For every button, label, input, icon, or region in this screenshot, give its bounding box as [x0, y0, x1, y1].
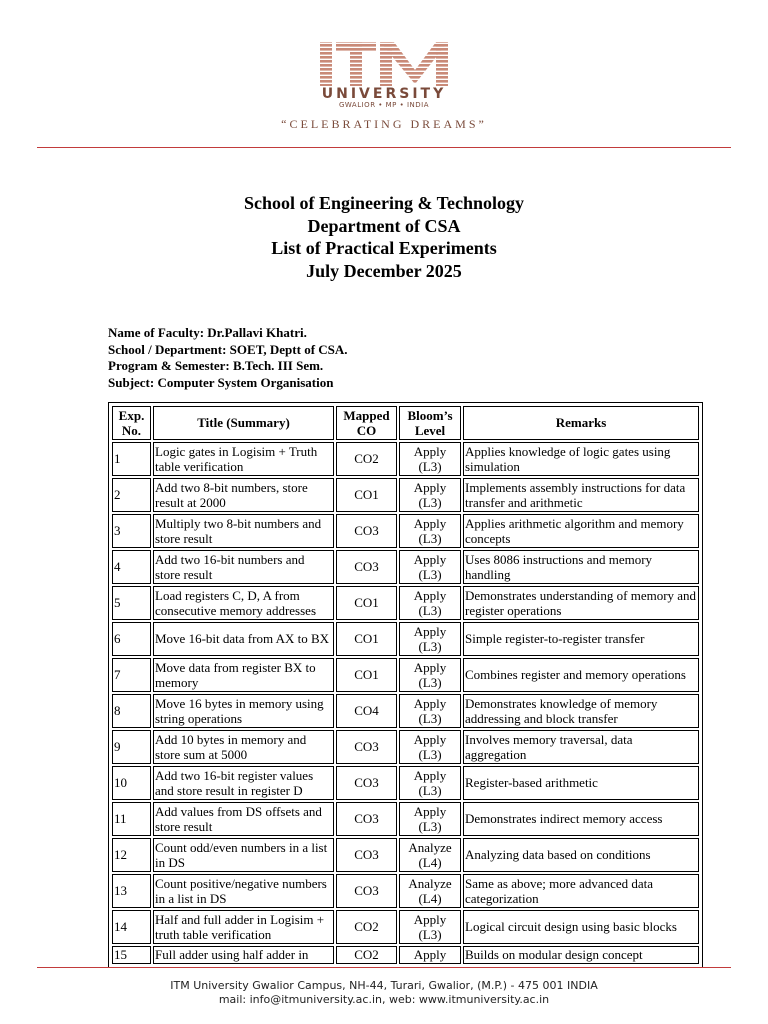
table-row [112, 478, 699, 512]
cell-bloom-level: Apply (L3) [399, 802, 461, 836]
cell-remarks: Logical circuit design using basic blocks [463, 910, 699, 944]
table-row [112, 766, 699, 800]
university-tagline: “CELEBRATING DREAMS” [281, 117, 487, 131]
cell-exp-no: 4 [112, 550, 151, 584]
cell-bloom-level: Apply (L3) [399, 658, 461, 692]
cell-exp-no: 11 [112, 802, 151, 836]
header-exp-no: Exp. No. [112, 406, 151, 440]
cell-exp-no: 3 [112, 514, 151, 548]
cell-remarks: Register-based arithmetic [463, 766, 699, 800]
table-row [112, 910, 699, 944]
cell-title: Add two 16-bit register values and store result in register D [153, 766, 334, 800]
cell-title: Add 10 bytes in memory and store sum at 5000 [153, 730, 334, 764]
list-title: List of Practical Experiments [271, 238, 497, 258]
program-semester: Program & Semester: B.Tech. III Sem. [108, 358, 324, 373]
cell-mapped-co: CO3 [336, 802, 397, 836]
subject-name: Subject: Computer System Organisation [108, 374, 334, 390]
cell-bloom-level: Apply [399, 946, 461, 964]
cell-mapped-co: CO1 [336, 478, 397, 512]
cell-exp-no: 10 [112, 766, 151, 800]
cell-bloom-level: Apply (L3) [399, 766, 461, 800]
cell-mapped-co: CO2 [336, 910, 397, 944]
cell-exp-no: 5 [112, 586, 151, 620]
cell-bloom-level: Apply (L3) [399, 514, 461, 548]
cell-mapped-co: CO3 [336, 766, 397, 800]
cell-remarks: Demonstrates understanding of memory and register operations [463, 586, 699, 620]
cell-title: Add values from DS offsets and store result [153, 802, 334, 836]
table-row [112, 946, 699, 964]
cell-title: Half and full adder in Logisim + truth table verification [153, 910, 334, 944]
school-title: School of Engineering & Technology [243, 193, 525, 213]
header-bloom-level: Bloom’s Level [399, 406, 461, 440]
cell-title: Load registers C, D, A from consecutive memory addresses [153, 586, 334, 620]
cell-exp-no: 14 [112, 910, 151, 944]
university-location: GWALIOR • MP • INDIA [338, 101, 430, 109]
cell-mapped-co: CO1 [336, 586, 397, 620]
cell-title: Add two 16-bit numbers and store result [153, 550, 334, 584]
header-mapped-co: Mapped CO [336, 406, 397, 440]
cell-exp-no: 1 [112, 442, 151, 476]
table-row [112, 550, 699, 584]
cell-title: Count odd/even numbers in a list in DS [153, 838, 334, 872]
table-row [112, 586, 699, 620]
cell-remarks: Simple register-to-register transfer [463, 622, 699, 656]
cell-bloom-level: Apply (L3) [399, 694, 461, 728]
department-title: Department of CSA [307, 215, 461, 236]
table-header-row [112, 406, 699, 440]
cell-exp-no: 7 [112, 658, 151, 692]
header-remarks: Remarks [463, 406, 699, 440]
footer-divider [37, 967, 731, 968]
cell-bloom-level: Apply (L3) [399, 478, 461, 512]
header-divider [37, 147, 731, 148]
cell-title: Count positive/negative numbers in a list in DS [153, 874, 334, 908]
experiments-table [110, 404, 701, 966]
cell-bloom-level: Apply (L3) [399, 550, 461, 584]
cell-exp-no: 13 [112, 874, 151, 908]
cell-title: Full adder using half adder in [153, 946, 334, 964]
cell-remarks: Involves memory traversal, data aggregation [463, 730, 699, 764]
cell-bloom-level: Apply (L3) [399, 586, 461, 620]
itm-logo-mark [318, 40, 450, 88]
cell-title: Move data from register BX to memory [153, 658, 334, 692]
cell-remarks: Builds on modular design concept [463, 946, 699, 964]
cell-exp-no: 2 [112, 478, 151, 512]
cell-mapped-co: CO1 [336, 622, 397, 656]
table-row [112, 514, 699, 548]
header-title: Title (Summary) [153, 406, 334, 440]
cell-remarks: Combines register and memory operations [463, 658, 699, 692]
cell-remarks: Demonstrates indirect memory access [463, 802, 699, 836]
cell-bloom-level: Apply (L3) [399, 622, 461, 656]
cell-bloom-level: Apply (L3) [399, 730, 461, 764]
cell-exp-no: 8 [112, 694, 151, 728]
cell-mapped-co: CO3 [336, 730, 397, 764]
cell-mapped-co: CO1 [336, 658, 397, 692]
cell-mapped-co: CO3 [336, 514, 397, 548]
cell-title: Add two 8-bit numbers, store result at 2000 [153, 478, 334, 512]
table-row [112, 730, 699, 764]
cell-bloom-level: Analyze (L4) [399, 838, 461, 872]
cell-bloom-level: Analyze (L4) [399, 874, 461, 908]
table-row [112, 442, 699, 476]
table-row [112, 622, 699, 656]
table-row [112, 658, 699, 692]
school-department: School / Department: SOET, Deptt of CSA. [108, 341, 348, 357]
cell-remarks: Applies arithmetic algorithm and memory concepts [463, 514, 699, 548]
cell-remarks: Applies knowledge of logic gates using simulation [463, 442, 699, 476]
document-titles [0, 192, 768, 282]
course-info [108, 325, 348, 391]
cell-mapped-co: CO2 [336, 442, 397, 476]
university-name: UNIVERSITY [321, 86, 447, 102]
cell-remarks: Demonstrates knowledge of memory addressing and block transfer [463, 694, 699, 728]
table-row [112, 802, 699, 836]
footer-contact: mail: info@itmuniversity.ac.in, web: www.itmuniversity.ac.in [218, 993, 550, 1006]
cell-remarks: Uses 8086 instructions and memory handling [463, 550, 699, 584]
cell-title: Multiply two 8-bit numbers and store result [153, 514, 334, 548]
session-title: July December 2025 [306, 260, 462, 281]
cell-mapped-co: CO4 [336, 694, 397, 728]
cell-mapped-co: CO3 [336, 874, 397, 908]
table-row [112, 694, 699, 728]
experiments-table-wrapper [108, 402, 703, 968]
cell-title: Logic gates in Logisim + Truth table verification [153, 442, 334, 476]
cell-exp-no: 12 [112, 838, 151, 872]
footer-address: ITM University Gwalior Campus, NH-44, Turari, Gwalior, (M.P.) - 475 001 INDIA [170, 979, 598, 992]
cell-title: Move 16-bit data from AX to BX [153, 622, 334, 656]
cell-mapped-co: CO3 [336, 838, 397, 872]
cell-exp-no: 6 [112, 622, 151, 656]
table-row [112, 874, 699, 908]
table-row [112, 838, 699, 872]
cell-mapped-co: CO3 [336, 550, 397, 584]
cell-bloom-level: Apply (L3) [399, 442, 461, 476]
cell-remarks: Same as above; more advanced data categorization [463, 874, 699, 908]
cell-mapped-co: CO2 [336, 946, 397, 964]
cell-remarks: Analyzing data based on conditions [463, 838, 699, 872]
table-body [112, 442, 699, 964]
cell-exp-no: 9 [112, 730, 151, 764]
cell-bloom-level: Apply (L3) [399, 910, 461, 944]
cell-remarks: Implements assembly instructions for data transfer and arithmetic [463, 478, 699, 512]
faculty-name: Name of Faculty: Dr.Pallavi Khatri. [108, 325, 307, 340]
cell-title: Move 16 bytes in memory using string operations [153, 694, 334, 728]
cell-exp-no: 15 [112, 946, 151, 964]
